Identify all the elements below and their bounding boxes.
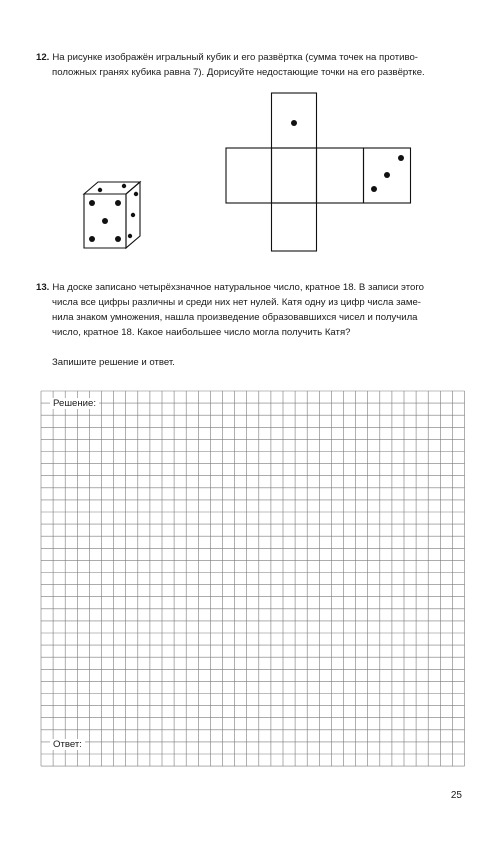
problem-12: [36, 50, 468, 80]
net-far-right-pip: [371, 186, 377, 192]
dice-front-pip: [89, 236, 95, 242]
dice-side-pip: [131, 213, 135, 217]
dice-top-pip: [122, 184, 126, 188]
problem-13: [36, 280, 468, 340]
dice-figure: [78, 180, 148, 260]
net-far-right-pip: [398, 155, 404, 161]
problem-13-text-line-2: числа все цифры различны и среди них нет нулей. Катя одну из цифр числа заме-: [52, 297, 421, 308]
net-face-right: [317, 148, 364, 203]
problem-12-text-line-1: На рисунке изображён игральный кубик и его развёртка (сумма точек на противо-: [52, 52, 418, 63]
dice-top-pip: [98, 188, 102, 192]
dice-front-pip: [115, 200, 121, 206]
net-face-center: [272, 148, 317, 203]
dice-side-pip: [128, 234, 132, 238]
net-face-left: [226, 148, 272, 203]
net-top-pip: [291, 120, 297, 126]
problem-13-text-line-3: нила знаком умножения, нашла произведение образовавшихся чисел и получила: [52, 312, 418, 323]
dice-front-pip: [102, 218, 108, 224]
dice-top-face: [84, 182, 140, 194]
solution-label: Решение:: [50, 398, 99, 409]
answer-label: Ответ:: [50, 739, 85, 750]
problem-13-number: 13.: [36, 282, 50, 293]
problem-13-text-line-4: число, кратное 18. Какое наибольшее число могла получить Катя?: [52, 327, 351, 338]
net-far-right-pip: [384, 172, 390, 178]
net-face-bottom: [272, 203, 317, 251]
dice-front-pip: [89, 200, 95, 206]
cube-net-figure: [225, 92, 415, 252]
answer-grid[interactable]: [36, 386, 470, 774]
problem-12-number: 12.: [36, 52, 50, 63]
dice-front-pip: [115, 236, 121, 242]
instruction-text: Запишите решение и ответ.: [52, 357, 175, 368]
problem-12-text-line-2: положных гранях кубика равна 7). Дорисуйте недостающие точки на его развёртке.: [52, 67, 425, 78]
dice-side-pip: [134, 192, 138, 196]
problem-13-text-line-1: На доске записано четырёхзначное натуральное число, кратное 18. В записи этого: [52, 282, 424, 293]
page-number: 25: [450, 790, 462, 801]
